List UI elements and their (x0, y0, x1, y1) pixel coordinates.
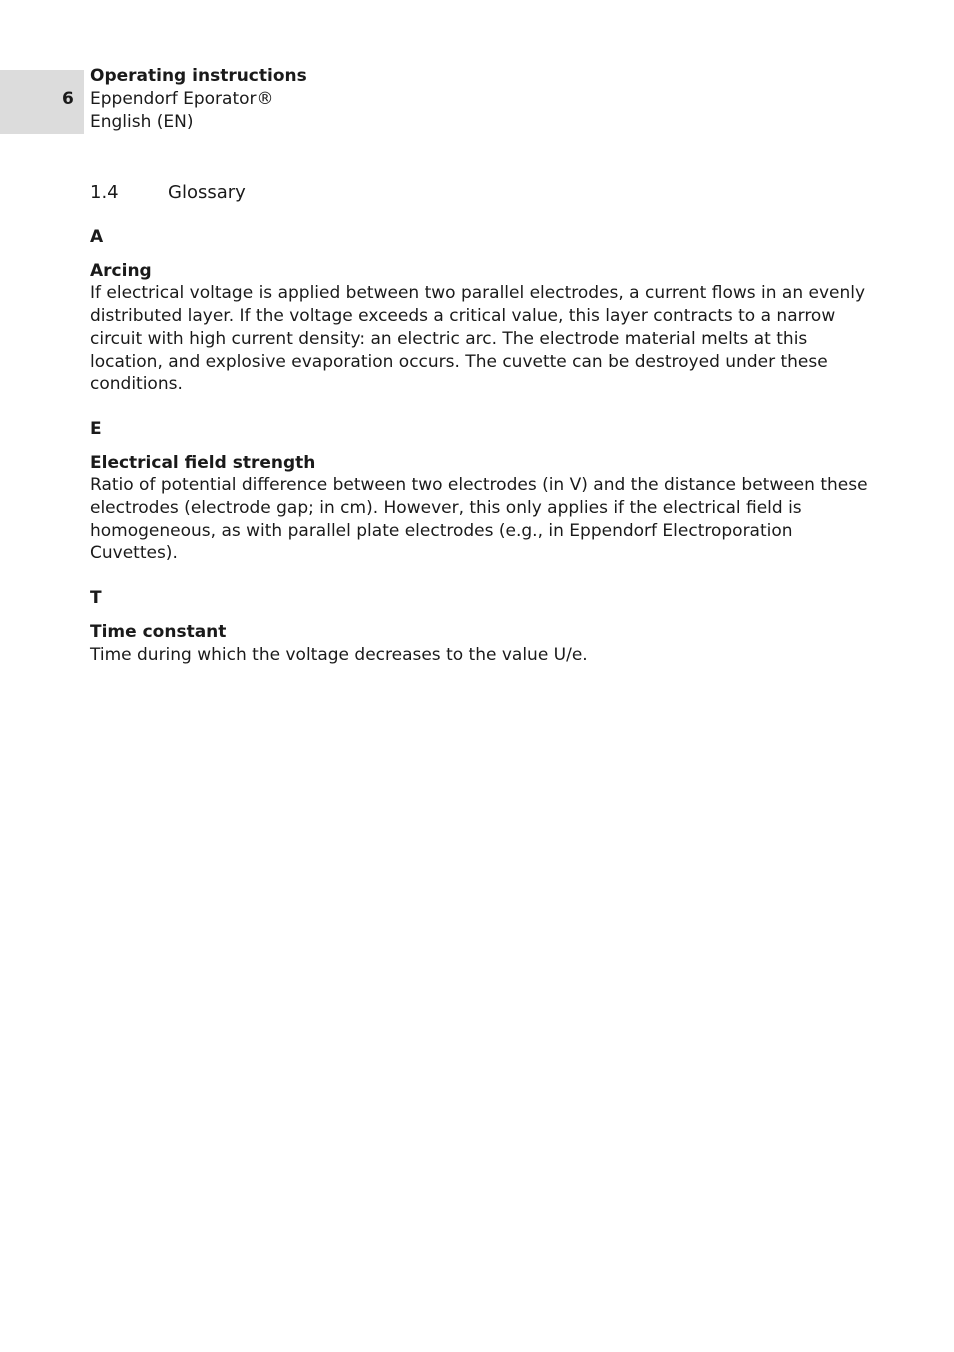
glossary-letter: E (90, 418, 102, 439)
document-header (90, 65, 307, 134)
glossary-content (90, 226, 870, 688)
glossary-definition: Ratio of potential difference between two electrodes (in V) and the distance between these electrodes (electrode gap; in cm). However, this only applies if the electrical field is homogeneous, as with parallel plate electrodes (e.g., in Eppendorf Electroporation Cuvettes). (90, 475, 868, 564)
glossary-term: Electrical field strength (90, 452, 316, 473)
page-number: 6 (62, 89, 74, 109)
glossary-group-a (90, 226, 870, 396)
glossary-definition: Time during which the voltage decreases to the value U/e. (90, 644, 588, 665)
glossary-letter: T (90, 588, 102, 609)
glossary-letter: A (90, 227, 104, 247)
glossary-term: Time constant (90, 621, 227, 642)
glossary-term: Arcing (90, 260, 152, 281)
glossary-group-t (90, 587, 870, 666)
section-heading (90, 181, 246, 204)
glossary-definition: If electrical voltage is applied between two parallel electrodes, a current flows in an evenly distributed layer. If the voltage exceeds a critical value, this layer contracts to a narrow circuit with high current density: an electric arc. The electrode material melts at this location, and explosive evaporation occurs. The cuvette can be destroyed under these conditions. (90, 283, 866, 395)
product-name: Eppendorf Eporator® (90, 89, 274, 109)
document-language: English (EN) (90, 112, 194, 132)
glossary-group-e (90, 418, 870, 565)
section-number: 1.4 (90, 182, 119, 203)
document-title: Operating instructions (90, 66, 307, 86)
section-title: Glossary (168, 182, 246, 203)
